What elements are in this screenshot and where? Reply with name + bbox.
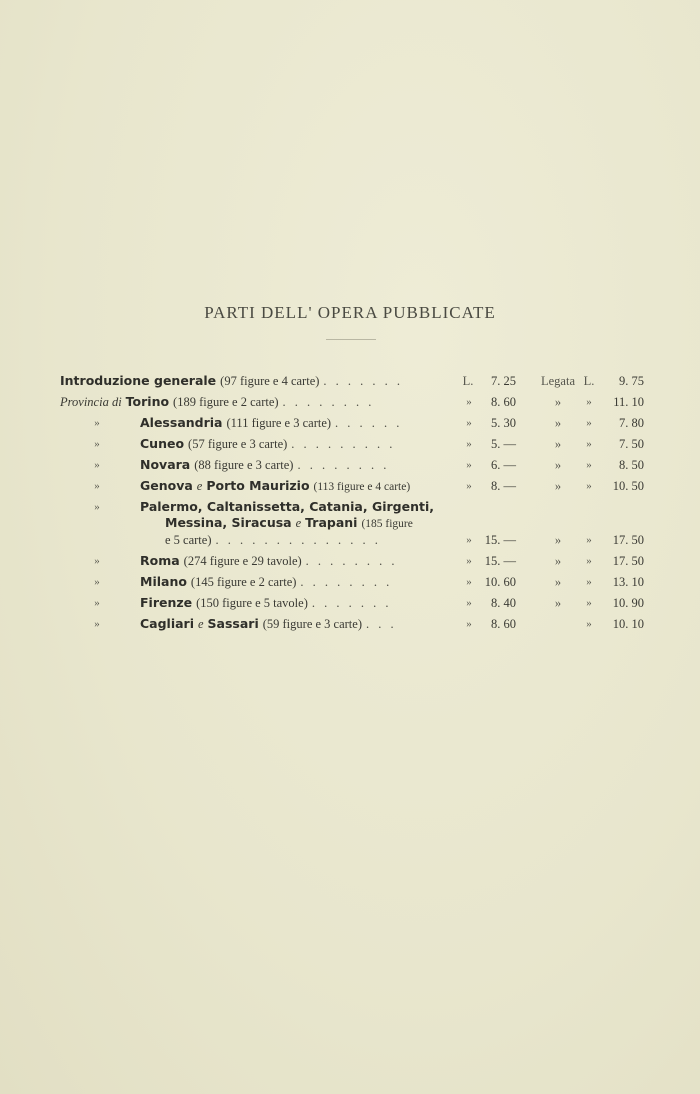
ditto-mark: » [466, 555, 472, 567]
page-title: PARTI DELL' OPERA PUBBLICATE [204, 303, 496, 322]
legata-price: 17. 50 [612, 554, 644, 568]
ditto-mark: » [554, 479, 562, 493]
ditto-mark: » [554, 596, 562, 610]
leader-dots: . . . . . . [335, 416, 403, 430]
entry-price: 5. 30 [491, 416, 516, 430]
entry-price: 8. 60 [491, 395, 516, 409]
list-item [60, 371, 660, 391]
ditto-mark: » [586, 597, 592, 609]
legata-price: 10. 50 [612, 479, 644, 493]
entry-price: 10. 60 [484, 575, 516, 589]
entry-details: (88 figure e 3 carte) [194, 458, 294, 472]
ditto-mark: » [554, 458, 562, 472]
title-rule [326, 339, 376, 340]
entry-name: Milano [140, 574, 187, 589]
ditto-mark: » [94, 597, 100, 609]
leader-dots: . . . . . . . [323, 374, 404, 388]
list-item [60, 392, 660, 412]
entry-name: Cagliari [140, 616, 195, 631]
ditto-mark: » [466, 480, 472, 492]
legata-label: Legata [540, 374, 575, 388]
entry-price: 5. — [491, 437, 516, 451]
entry-conjunction: e [295, 516, 302, 530]
entry-details: (57 figure e 3 carte) [188, 437, 288, 451]
ditto-mark: » [466, 417, 472, 429]
list-item [60, 497, 660, 559]
leader-dots: . . . . . . . [311, 596, 392, 610]
entry-price: 6. — [491, 458, 516, 472]
legata-price: 7. 50 [619, 437, 644, 451]
entry-price: 8. 60 [491, 617, 516, 631]
ditto-mark: » [586, 480, 592, 492]
entry-name: Roma [140, 553, 180, 568]
ditto-mark: » [94, 480, 100, 492]
leader-dots: . . . . . . . . . . . . . . [215, 533, 381, 547]
leader-dots: . . . [365, 617, 397, 631]
leader-dots: . . . . . . . . [305, 554, 398, 568]
list-item [60, 593, 660, 613]
entry-prefix: Provincia di [60, 395, 122, 409]
entry-name: Cuneo [140, 436, 185, 451]
ditto-mark: » [466, 438, 472, 450]
ditto-mark: » [94, 576, 100, 588]
entry-details: (97 figure e 4 carte) [220, 374, 320, 388]
ditto-mark: » [466, 534, 472, 546]
entry-name: Novara [140, 457, 191, 472]
ditto-mark: » [586, 459, 592, 471]
ditto-mark: » [466, 459, 472, 471]
ditto-mark: » [94, 459, 100, 471]
ditto-mark: » [586, 396, 592, 408]
entry-details: (59 figure e 3 carte) [262, 617, 362, 631]
ditto-mark: » [466, 396, 472, 408]
list-item [60, 476, 660, 496]
entry-details: (189 figure e 2 carte) [173, 395, 279, 409]
entry-name: Introduzione generale [60, 373, 217, 388]
ditto-mark: » [94, 618, 100, 630]
ditto-mark: » [586, 618, 592, 630]
list-item [60, 413, 660, 433]
entry-name-line2b: Trapani [305, 515, 358, 530]
ditto-mark: » [94, 501, 100, 513]
ditto-mark: » [554, 554, 562, 568]
ditto-mark: » [586, 576, 592, 588]
list-item [60, 551, 660, 571]
entry-price: 8. 40 [491, 596, 516, 610]
ditto-mark: » [586, 438, 592, 450]
ditto-mark: » [94, 555, 100, 567]
ditto-mark: » [94, 417, 100, 429]
ditto-mark: » [466, 576, 472, 588]
entry-name-line1: Palermo, Caltanissetta, Catania, Girgenti, [140, 499, 435, 514]
entry-name: Torino [125, 394, 170, 409]
ditto-mark: » [554, 395, 562, 409]
ditto-mark: » [554, 416, 562, 430]
ditto-mark: » [586, 555, 592, 567]
ditto-mark: » [554, 533, 562, 547]
leader-dots: . . . . . . . . [300, 575, 393, 589]
currency-label: L. [462, 374, 474, 388]
entry-name: Firenze [140, 595, 193, 610]
entry-details-line2: (185 figure [361, 518, 413, 530]
entry-price: 8. — [491, 479, 516, 493]
legata-price: 8. 50 [619, 458, 644, 472]
entry-price: 7. 25 [491, 374, 516, 388]
entry-name: Alessandria [140, 415, 223, 430]
list-item [60, 455, 660, 475]
leader-dots: . . . . . . . . [297, 458, 390, 472]
entry-details: (150 figure e 5 tavole) [196, 596, 308, 610]
ditto-mark: » [586, 534, 592, 546]
ditto-mark: » [586, 417, 592, 429]
legata-price: 9. 75 [619, 374, 644, 388]
list-item [60, 572, 660, 592]
ditto-mark: » [466, 618, 472, 630]
legata-price: 17. 50 [612, 533, 644, 547]
legata-price: 13. 10 [612, 575, 644, 589]
entry-details: (274 figure e 29 tavole) [183, 554, 302, 568]
ditto-mark: » [94, 438, 100, 450]
entry-conjunction: e [196, 479, 203, 493]
entry-price: 15. — [484, 554, 516, 568]
entry-details: (111 figure e 3 carte) [226, 416, 332, 430]
entry-price: 15. — [484, 533, 516, 547]
entry-name-line2a: Messina, Siracusa [165, 515, 292, 530]
entry-name-2: Porto Maurizio [206, 478, 310, 493]
legata-price: 10. 10 [612, 617, 644, 631]
ditto-mark: » [554, 575, 562, 589]
entry-details-line3: e 5 carte) [165, 533, 212, 547]
legata-price: 10. 90 [612, 596, 644, 610]
currency-label: L. [583, 374, 595, 388]
list-item [60, 434, 660, 454]
leader-dots: . . . . . . . . . [291, 437, 396, 451]
entry-name-2: Sassari [207, 616, 259, 631]
entry-details: (113 figure e 4 carte) [313, 481, 411, 493]
legata-price: 11. 10 [613, 395, 644, 409]
list-item [60, 614, 660, 634]
entry-details: (145 figure e 2 carte) [190, 575, 297, 589]
ditto-mark: » [466, 597, 472, 609]
leader-dots: . . . . . . . . [282, 395, 375, 409]
entry-conjunction: e [198, 617, 204, 631]
legata-price: 7. 80 [619, 416, 644, 430]
ditto-mark: » [554, 437, 562, 451]
entry-name: Genova [140, 478, 193, 493]
